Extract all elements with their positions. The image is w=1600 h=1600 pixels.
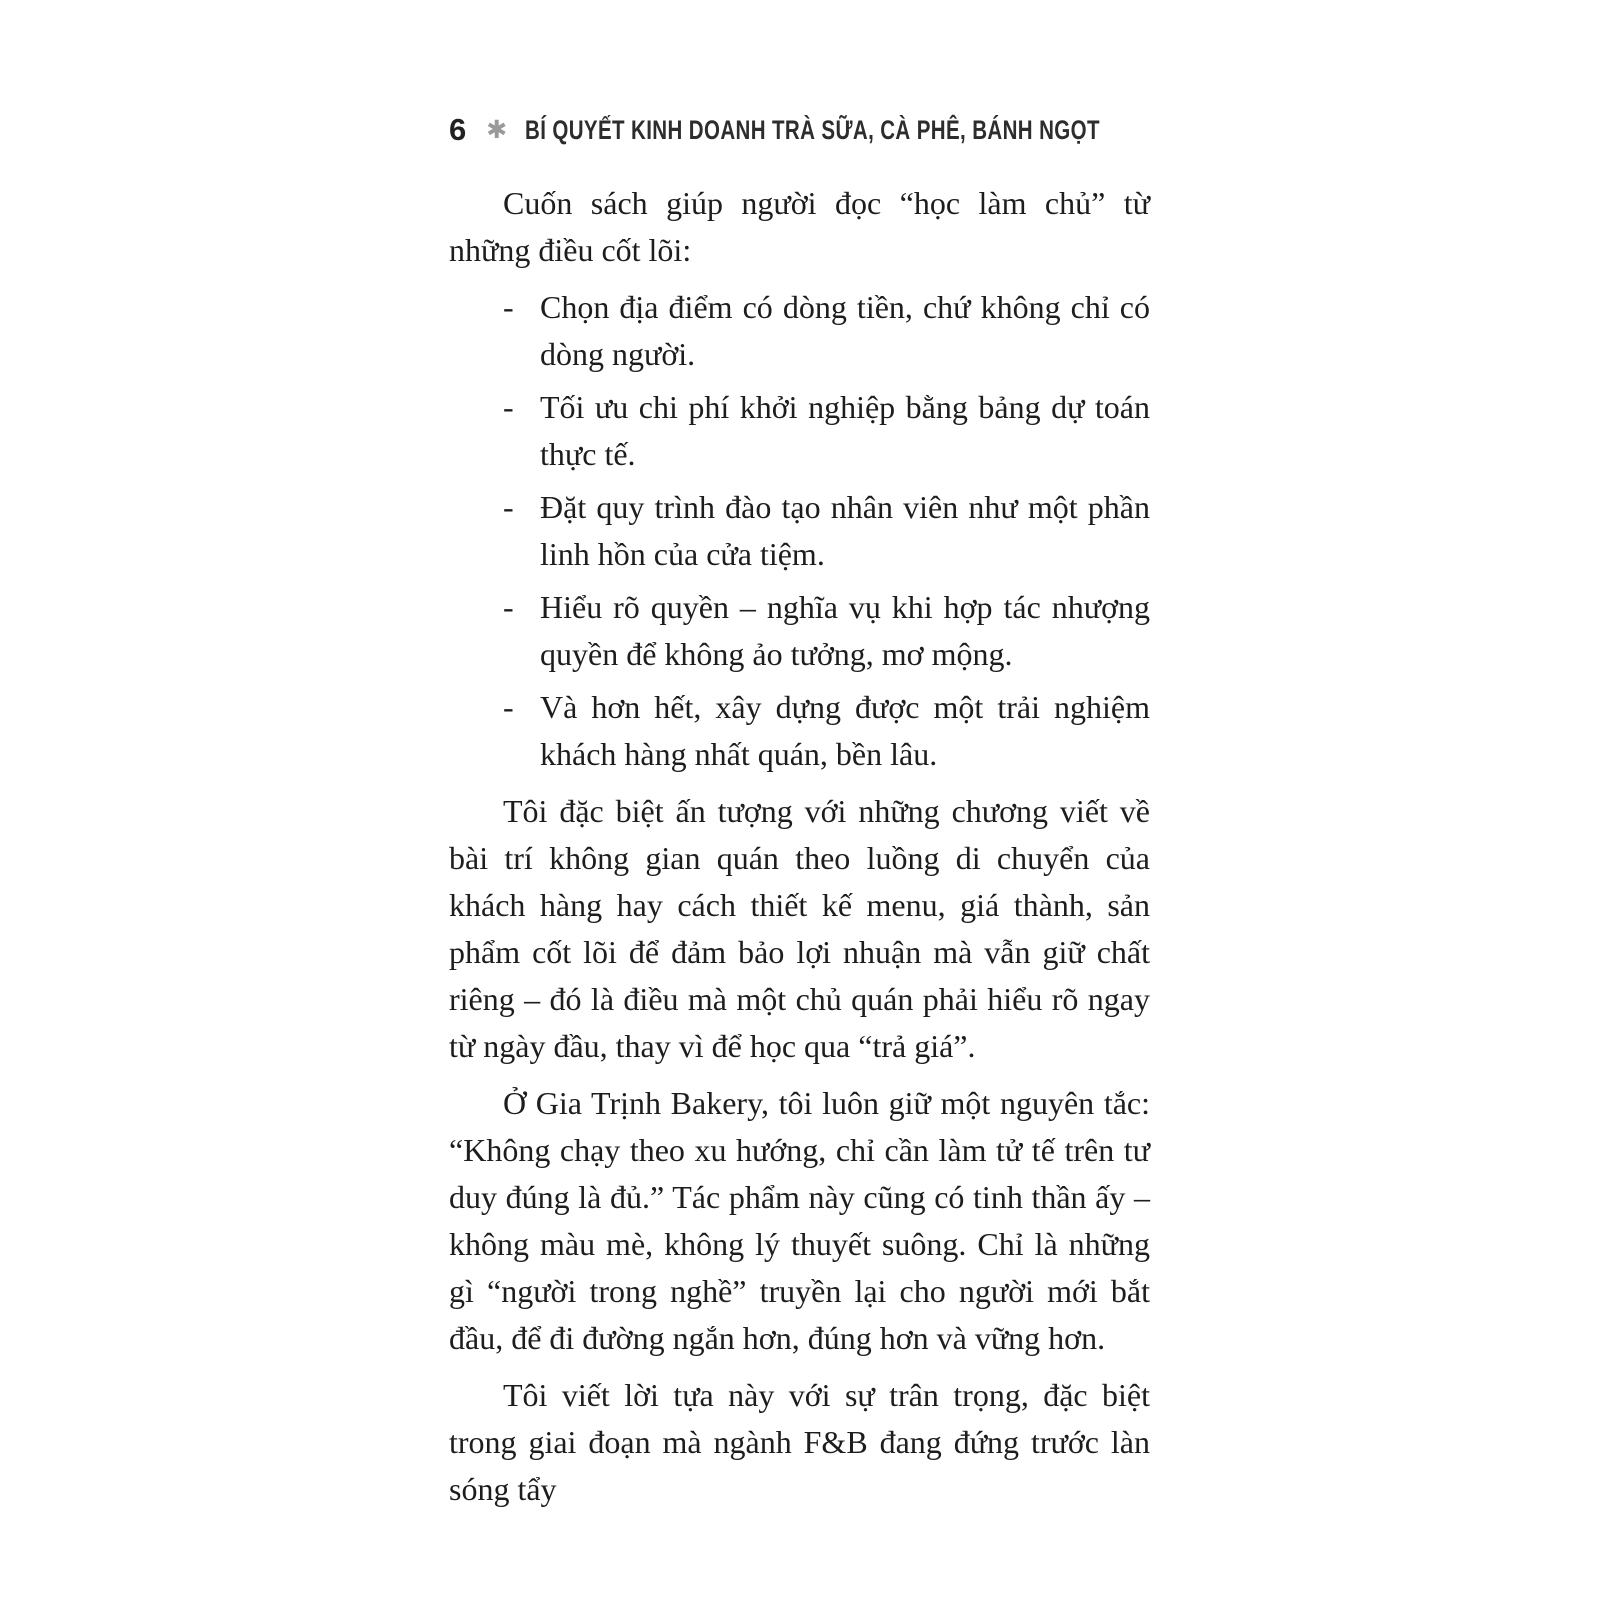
page-header (449, 112, 1282, 148)
dash-marker: - (503, 289, 514, 325)
list-item (449, 384, 1150, 478)
dash-marker: - (503, 689, 514, 725)
dash-marker: - (503, 489, 514, 525)
paragraph-closing: Tôi viết lời tựa này với sự trân trọng, đặc biệt trong giai đoạn mà ngành F&B đang đứng trước làn sóng tẩy (449, 1377, 1150, 1507)
dash-marker: - (503, 389, 514, 425)
running-title: BÍ QUYẾT KINH DOANH TRÀ SỮA, CÀ PHÊ, BÁNH NGỌT (525, 114, 1101, 145)
list-item (449, 684, 1150, 778)
page-body (449, 180, 1150, 1523)
list-item-text: Đặt quy trình đào tạo nhân viên như một phần linh hồn của cửa tiệm. (540, 489, 1150, 572)
list-item-text: Chọn địa điểm có dòng tiền, chứ không chỉ có dòng người. (540, 289, 1150, 372)
bullet-list (449, 284, 1150, 778)
list-item (449, 584, 1150, 678)
list-item-text: Tối ưu chi phí khởi nghiệp bằng bảng dự toán thực tế. (540, 389, 1150, 472)
asterisk-icon: ✱ (486, 115, 508, 144)
list-item (449, 284, 1150, 378)
paragraph-bakery: Ở Gia Trịnh Bakery, tôi luôn giữ một nguyên tắc: “Không chạy theo xu hướng, chỉ cần làm tử tế trên tư duy đúng là đủ.” Tác phẩm này cũng có tinh thần ấy – không màu mè, không lý thuyết suông. Chỉ là những gì “người trong nghề” truyền lại cho người mới bắt đầu, để đi đường ngắn hơn, đúng hơn và vững hơn. (449, 1085, 1150, 1356)
paragraph-intro: Cuốn sách giúp người đọc “học làm chủ” từ những điều cốt lõi: (449, 185, 1150, 268)
list-item-text: Hiểu rõ quyền – nghĩa vụ khi hợp tác nhượng quyền để không ảo tưởng, mơ mộng. (540, 589, 1150, 672)
page-number: 6 (449, 112, 467, 147)
paragraph-impression: Tôi đặc biệt ấn tượng với những chương viết về bài trí không gian quán theo luồng di chuyển của khách hàng hay cách thiết kế menu, giá thành, sản phẩm cốt lõi để đảm bảo lợi nhuận mà vẫn giữ chất riêng – đó là điều mà một chủ quán phải hiểu rõ ngay từ ngày đầu, thay vì để học qua “trả giá”. (449, 793, 1150, 1064)
list-item-text: Và hơn hết, xây dựng được một trải nghiệm khách hàng nhất quán, bền lâu. (540, 689, 1150, 772)
dash-marker: - (503, 589, 514, 625)
list-item (449, 484, 1150, 578)
